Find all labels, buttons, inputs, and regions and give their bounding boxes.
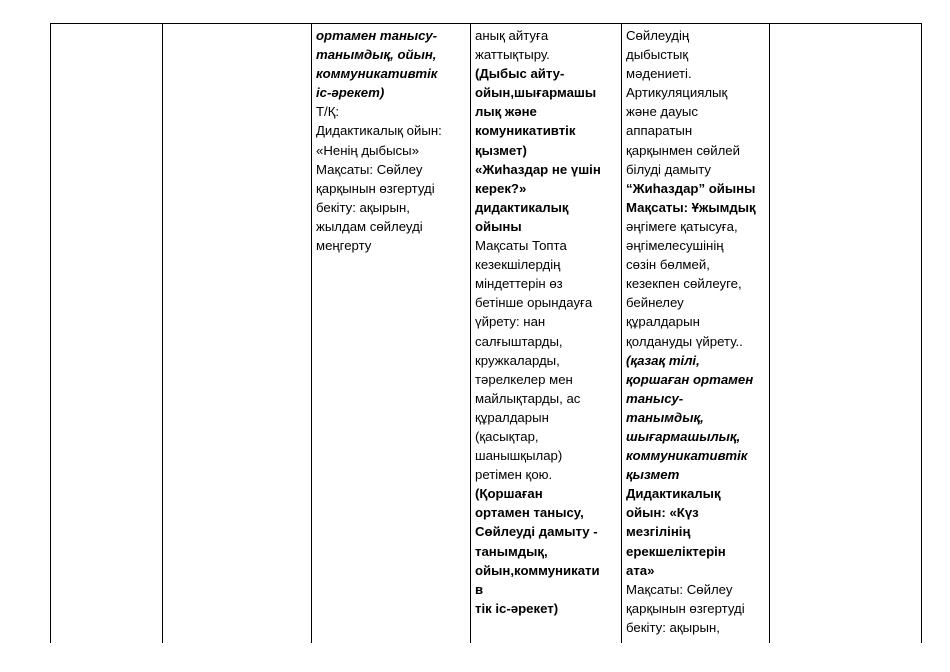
cell-text-line: комуникативтік: [475, 123, 576, 139]
cell-text-line: кружкаларды,: [475, 352, 560, 368]
cell-text-line: в: [475, 581, 484, 597]
cell-text-line: бекіту: ақырын,: [626, 619, 720, 635]
cell-text-line: білуді дамыту: [626, 161, 711, 177]
cell-text-line: (Қоршаған: [475, 486, 543, 502]
cell-text-line: жаттықтыру.: [475, 47, 550, 63]
cell-text-line: құралдарын: [626, 314, 700, 330]
cell-text-line: «Жиhаздар не үшін: [475, 161, 601, 177]
cell-text-line: Сөйлеудің: [626, 28, 690, 43]
column-border-4: [470, 23, 471, 643]
column-border-1: [50, 23, 51, 643]
cell-text-line: (қазақ тілі,: [626, 352, 700, 368]
cell-text-line: мәдениеті.: [626, 66, 692, 82]
cell-text-line: кезекпен сөйлеуге,: [626, 276, 742, 292]
column-border-6: [769, 23, 770, 643]
cell-text-line: керек?»: [475, 180, 527, 196]
cell-text-line: Мақсаты: Ұжымдық: [626, 199, 756, 215]
cell-text-line: ойыны: [475, 218, 522, 234]
cell-text-line: тәрелкелер мен: [475, 371, 573, 387]
cell-text-line: коммуникативтік: [316, 66, 438, 82]
cell-text-line: “Жиhаздар” ойыны: [626, 180, 756, 196]
cell-text-line: қарқынын өзгертуді: [316, 180, 435, 196]
cell-text-line: Мақсаты: Сөйлеу: [316, 161, 423, 177]
cell-text-line: коммуникативтік: [626, 448, 748, 464]
cell-text-line: жылдам сөйлеуді: [316, 218, 423, 234]
cell-text-line: аппаратын: [626, 123, 693, 139]
cell-text-line: іс-әрекет): [316, 85, 385, 101]
table-cell-col-5: [626, 26, 768, 637]
cell-text-line: танымдық,: [626, 409, 704, 425]
cell-text-line: Артикуляциялық: [626, 85, 728, 101]
cell-text-line: лық және: [475, 104, 537, 120]
cell-text-line: қарқынмен сөйлей: [626, 142, 741, 158]
cell-text-line: танымдық, ойын,: [316, 47, 437, 63]
cell-text-line: шығармашылық,: [626, 428, 741, 444]
cell-text-line: (Дыбыс айту-: [475, 66, 565, 82]
cell-text-line: дыбыстық: [626, 47, 689, 63]
cell-text-line: мезгілінің: [626, 524, 691, 540]
cell-text-line: Сөйлеуді дамыту -: [475, 524, 598, 540]
cell-text-line: қоршаған ортамен: [626, 371, 754, 387]
plan-table: [50, 23, 922, 643]
cell-text-line: ойын: «Күз: [626, 505, 699, 521]
cell-text-line: әңгімелесушінің: [626, 238, 724, 254]
cell-text-line: Дидактикалық ойын:: [316, 123, 442, 139]
cell-text-line: Мақсаты: Сөйлеу: [626, 581, 733, 597]
cell-text-line: әңгімеге қатысуға,: [626, 218, 738, 234]
cell-text-line: үйрету: нан: [475, 314, 546, 330]
cell-text-line: Мақсаты Топта: [475, 238, 567, 254]
cell-text-line: қызмет: [626, 467, 680, 483]
cell-text-line: ортамен танысу-: [316, 28, 438, 43]
cell-text-line: танысу-: [626, 390, 684, 406]
cell-text-line: шанышқылар): [475, 448, 563, 464]
cell-text-line: меңгерту: [316, 238, 372, 254]
cell-text-line: (қасықтар,: [475, 428, 539, 444]
cell-text-line: ойын,шығармашы: [475, 85, 597, 101]
cell-text-line: қарқынын өзгертуді: [626, 600, 745, 616]
cell-text-line: ретімен қою.: [475, 467, 553, 483]
table-top-border: [50, 23, 922, 24]
cell-text-line: қызмет): [475, 142, 527, 158]
cell-text-line: кезекшілердің: [475, 257, 561, 273]
cell-text-line: ата»: [626, 562, 655, 578]
column-border-7: [921, 23, 922, 643]
cell-text-line: Т/Қ:: [316, 104, 340, 120]
column-border-5: [621, 23, 622, 643]
cell-text-line: ортамен танысу,: [475, 505, 584, 521]
cell-text-line: міндеттерін өз: [475, 276, 563, 292]
cell-text-line: тік іс-әрекет): [475, 600, 559, 616]
table-cell-col-3: [316, 26, 468, 255]
column-border-3: [311, 23, 312, 643]
column-border-2: [162, 23, 163, 643]
cell-text-line: майлықтарды, ас: [475, 390, 581, 406]
cell-text-line: дидактикалық: [475, 199, 569, 215]
cell-text-line: бекіту: ақырын,: [316, 199, 410, 215]
cell-text-line: ерекшеліктерін: [626, 543, 726, 559]
cell-text-line: бейнелеу: [626, 295, 684, 311]
cell-text-line: бетінше орындауға: [475, 295, 593, 311]
table-cell-col-4: [475, 26, 620, 618]
cell-text-line: және дауыс: [626, 104, 698, 120]
cell-text-line: танымдық,: [475, 543, 548, 559]
cell-text-line: ойын,коммуникати: [475, 562, 600, 578]
cell-text-line: Дидактикалық: [626, 486, 721, 502]
cell-text-line: құралдарын: [475, 409, 549, 425]
cell-text-line: сөзін бөлмей,: [626, 257, 710, 273]
cell-text-line: анық айтуға: [475, 28, 549, 43]
cell-text-line: салғыштарды,: [475, 333, 563, 349]
cell-text-line: қолдануды үйрету..: [626, 333, 743, 349]
cell-text-line: «Ненің дыбысы»: [316, 142, 419, 158]
